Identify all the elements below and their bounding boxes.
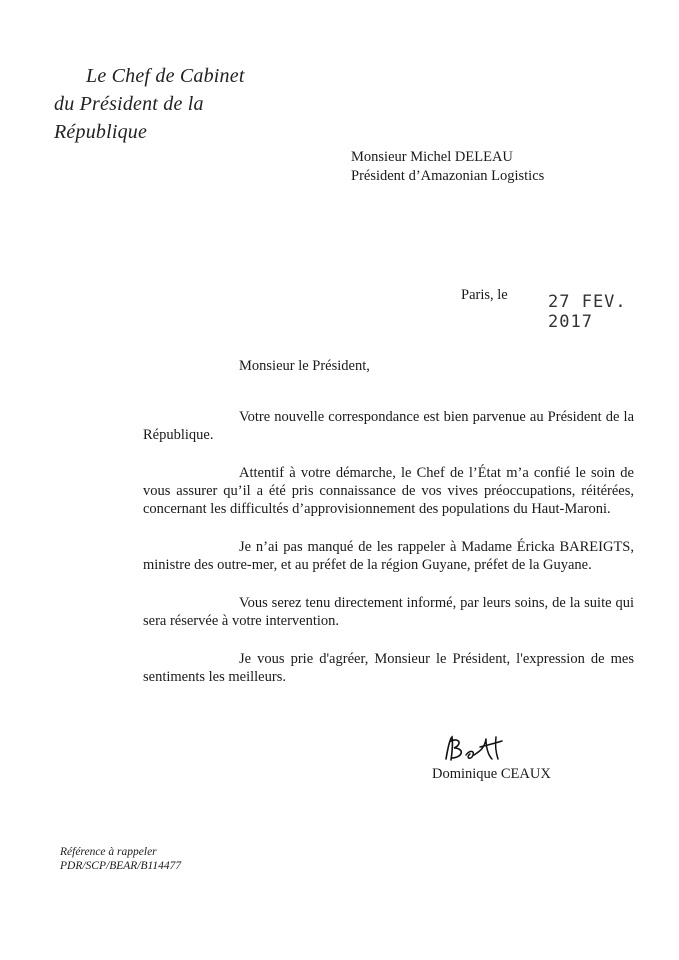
letterhead-line-2: du Président de la République	[54, 93, 204, 143]
handwritten-signature	[440, 733, 520, 765]
reference-block	[60, 845, 181, 873]
letterhead	[38, 62, 288, 146]
paragraph-4: Vous serez tenu directement informé, par leurs soins, de la suite qui sera réservée à votre intervention.	[143, 595, 634, 629]
salutation: Monsieur le Président,	[239, 358, 370, 374]
recipient-name: Monsieur Michel DELEAU	[351, 149, 513, 165]
signer-name: Dominique CEAUX	[432, 766, 551, 782]
letterhead-line-1: Le Chef de Cabinet	[86, 65, 245, 87]
signature-block	[432, 733, 562, 793]
paragraph-3: Je n’ai pas manqué de les rappeler à Madame Éricka BAREIGTS, ministre des outre-mer, et au préfet de la région Guyane, préfet de la Guyane.	[143, 539, 634, 573]
recipient-title: Président d’Amazonian Logistics	[351, 168, 545, 184]
reference-code: PDR/SCP/BEAR/B114477	[60, 860, 182, 872]
recipient-block	[351, 148, 544, 186]
paragraph-1: Votre nouvelle correspondance est bien parvenue au Président de la République.	[143, 409, 634, 443]
paragraph-5: Je vous prie d'agréer, Monsieur le Président, l'expression de mes sentiments les meilleurs.	[143, 651, 634, 685]
paragraph-2: Attentif à votre démarche, le Chef de l’État m’a confié le soin de vous assurer qu’il a été pris connaissance de vos vives préoccupations, réitérées, concernant les difficultés d’approvisionnement des populations du Haut-Maroni.	[143, 465, 634, 517]
date-stamp: 27 FEV. 2017	[548, 292, 627, 332]
letter-body	[143, 408, 634, 706]
reference-label: Référence à rappeler	[60, 846, 157, 858]
place-date: Paris, le	[461, 287, 508, 303]
